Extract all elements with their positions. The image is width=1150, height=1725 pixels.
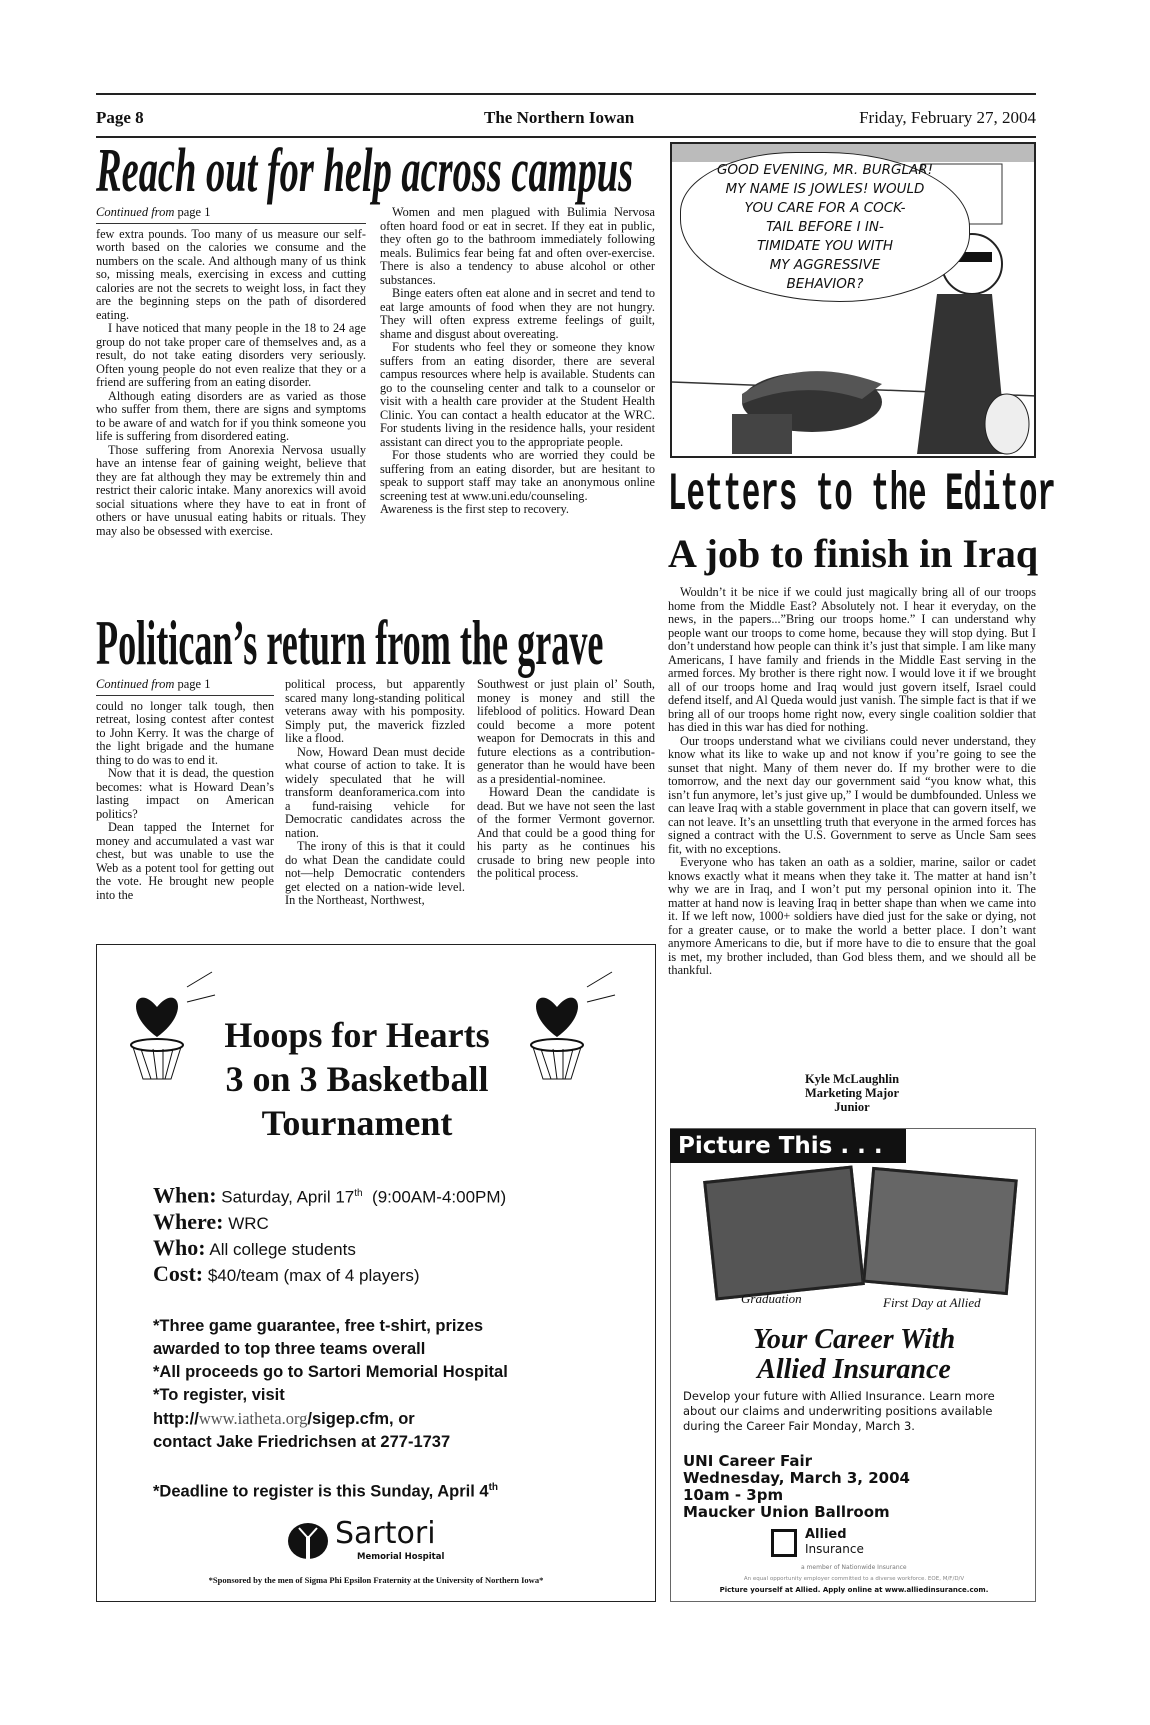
continued-label: Continued from page 1 <box>96 678 274 696</box>
section-title: Letters to the Editor <box>668 465 1056 526</box>
article-headline: Reach out for help across campus <box>96 137 634 205</box>
member-note: a member of Nationwide Insurance <box>801 1564 907 1571</box>
photo-caption: First Day at Allied <box>883 1295 981 1310</box>
article-column: Southwest or just plain ol’ South, money is money and still the lifeblood of politics. Howard Dean could become a more potent weapon for Democrats in this and future elections as a contribution-generator than he would have been as a presidential-nominee. Howard Dean the candidate is dead. But we have not seen the last of the former Vermont governor. And that could be a good thing for his party as he continues his crusade to bring new people into the political process. <box>477 678 655 880</box>
sartori-logo: Sartori Memorial Hospital <box>287 1520 487 1564</box>
article-column: political process, but apparently scared many long-standing political veterans away with his pomposity. Simply put, the maverick fizzled like a flood. Now, Howard Dean must decide what course of action to take. It is widely speculated that he will transform deanforamerica.com into a fund-raising vehicle for Democratic candidates across the nation. The irony of this is that it could do what Dean the candidate could not—help Democratic contenders get elected on a nation-wide level. In the Northeast, Northwest, <box>285 678 465 907</box>
allied-logo-sub: Insurance <box>805 1542 864 1556</box>
eoe-note: An equal opportunity employer committed to a diverse workforce. EOE, M/F/D/V <box>743 1576 965 1582</box>
article-column: Women and men plagued with Bulimia Nervosa often hoard food or eat in secret. If they eat in public, they often go to the bathroom immediately following meals. Bulimics fear being fat and often over-exercise. There is also a tendency to abuse alcohol or other substances. Binge eaters often eat alone and in secret and tend to eat large amounts of food when they are not hungry. They will often express extreme feelings of guilt, shame and disgust about overeating. For students who feel they or someone they know suffers from an eating disorder, there are several campus resources where help is available. Students can go to the counseling center and talk to a counselor or visit with a health care provider at the Student Health Clinic. You can contact a health educator at the WRC. For students living in the residence halls, your resident assistant can direct you to the appropriate people. For those students who are worried they could be suffering from an eating disorder, but are hesitant to speak to support staff may take an anonymous online screening test at www.uni.edu/counseling. Awareness is the first step to recovery. <box>380 206 655 516</box>
event-notes: *Three game guarantee, free t-shirt, prizes awarded to top three teams overall *All proceeds go to Sartori Memorial Hospital *To register, visit http://www.iatheta.org/sigep.cfm, or contact Jake Friedrichsen at 277-1737 *Deadline to register is this Sunday, April 4th <box>153 1317 508 1501</box>
hoops-for-hearts-ad <box>96 944 656 1602</box>
register-link[interactable]: www.iatheta.org <box>198 1409 308 1428</box>
letter-headline: A job to finish in Iraq <box>668 531 1039 576</box>
paper-name: The Northern Iowan <box>484 108 635 127</box>
article-headline: Politican’s return from the grave <box>96 607 604 678</box>
allied-logo-icon <box>771 1529 797 1557</box>
photo-first-day <box>862 1167 1018 1295</box>
allied-insurance-ad <box>670 1128 1036 1602</box>
speech-bubble: GOOD EVENING, MR. BURGLAR! MY NAME IS JOWLES! WOULD YOU CARE FOR A COCK- TAIL BEFORE I IN- TIMIDATE YOU WITH MY AGGRESSIVE BEHAVIOR? <box>680 152 970 302</box>
ad-body: Develop your future with Allied Insurance. Learn more about our claims and underwriting positions available during the Career Fair Monday, March 3. <box>683 1389 995 1433</box>
top-rule <box>96 93 1036 95</box>
photo-graduation <box>703 1165 865 1300</box>
ad-title: Hoops for Hearts 3 on 3 Basketball Tournament <box>224 1015 490 1143</box>
ad-headline: Your Career With Allied Insurance <box>752 1324 956 1385</box>
sartori-emblem-icon <box>287 1522 329 1560</box>
career-fair-details: UNI Career Fair Wednesday, March 3, 2004 10am - 3pm Maucker Union Ballroom <box>683 1452 910 1521</box>
apply-note: Picture yourself at Allied. Apply online at www.alliedinsurance.com. <box>719 1586 989 1594</box>
letter-signature: Kyle McLaughlin Marketing Major Junior <box>804 1072 900 1114</box>
sponsor-footer: *Sponsored by the men of Sigma Phi Epsilon Fraternity at the University of Northern Iowa* <box>208 1575 544 1585</box>
article-column: Continued from page 1 few extra pounds. Too many of us measure our self-worth based on the calories we consume and the numbers on the scale. And although many of us think so, missing meals, exercising in excess and cutting calories are not the secrets to weight loss, in fact they are the beginning steps on the path of disordered eating. I have noticed that many people in the 18 to 24 age group do not take proper care of themselves and, as a result, do not take eating disorders very seriously. Often young people do not even realize that they or a friend are suffering from an eating disorder. Although eating disorders are as varied as those who suffer from them, there are signs and symptoms to be aware of and watch for if you think someone you life is suffering from disordered eating. Those suffering from Anorexia Nervosa usually have an intense fear of gaining weight, believe that they are fat although they may be extremely thin and restrict their caloric intake. Many anorexics will avoid social situations where they have to eat in front of others or have unusual eating habits or rituals. They may also be obsessed with exercise. <box>96 206 366 538</box>
issue-date: Friday, February 27, 2004 <box>859 108 1036 127</box>
comic-panel <box>670 142 1036 458</box>
article-column: Continued from page 1 could no longer talk tough, then retreat, losing contest after contest to John Kerry. It was the charge of the light brigade and the humane thing to do was to end it. Now that it is dead, the question becomes: what is Howard Dean’s lasting impact on American politics? Dean tapped the Internet for money and accumulated a vast war chest, but was unable to use the Web as a potent tool for getting out the vote. He brought new people into the <box>96 678 274 902</box>
allied-logo-name: Allied <box>805 1527 847 1542</box>
page-number: Page 8 <box>96 108 144 127</box>
letter-body: Wouldn’t it be nice if we could just magically bring all of our troops home from the Middle East? Absolutely not. I hear it everyday, on the news, in the papers...”Bring our troops home.” I can understand why people want our troops to come home, because they will stop dying. But I don’t understand how people can think it’s just that simple. I am like many Americans, I have family and friends in the Middle East serving in the armed forces. My brother is there right now. I would love it if we brought all of our troops home and Iraq would just govern itself, Israel could defend itself, and Al Queda would just vanish. The simple fact is that if we bring all of our troops home right now, every single coalition soldier that has died in this war has died for nothing. Our troops understand what we civilians could never understand, they know what its like to wake up and not know if you’re going to see the sunset that night. Many of them never do. If my brother were to die tomorrow, and the next day our government said “you know what, this isn’t fun anymore, let’s just give up,” I would be dumbfounded. Unless we can leave Iraq with a stable government in place that can govern itself, we can not leave. It’s an unsettling truth that everyone in the armed forces has signed a contract with the U.S. Government to serve as Uncle Sam sees fit, with no exceptions. Everyone who has taken an oath as a soldier, marine, sailor or cadet knows exactly what it means when they take it. The matter at hand isn’t why we are in Iraq, and I won’t put my personal opinion into it. The matter at hand now is leaving Iraq in better shape than when we came into it. If we left now, 1000+ soldiers have died just for the sake or dying, not for a greater cause, or to make the world a better place. I don’t want anymore Americans to die, but if more have to die to ensure that the goal is met, my brother included, than God bless them, and we should all be thankful. <box>668 586 1036 977</box>
event-details: When: Saturday, April 17th (9:00AM-4:00PM) Where: WRC Who: All college students Cost: $40/team (max of 4 players) <box>153 1182 507 1286</box>
continued-label: Continued from page 1 <box>96 206 366 224</box>
photo-caption: Graduation <box>741 1291 802 1306</box>
ad-banner: Picture This . . . <box>670 1129 906 1163</box>
